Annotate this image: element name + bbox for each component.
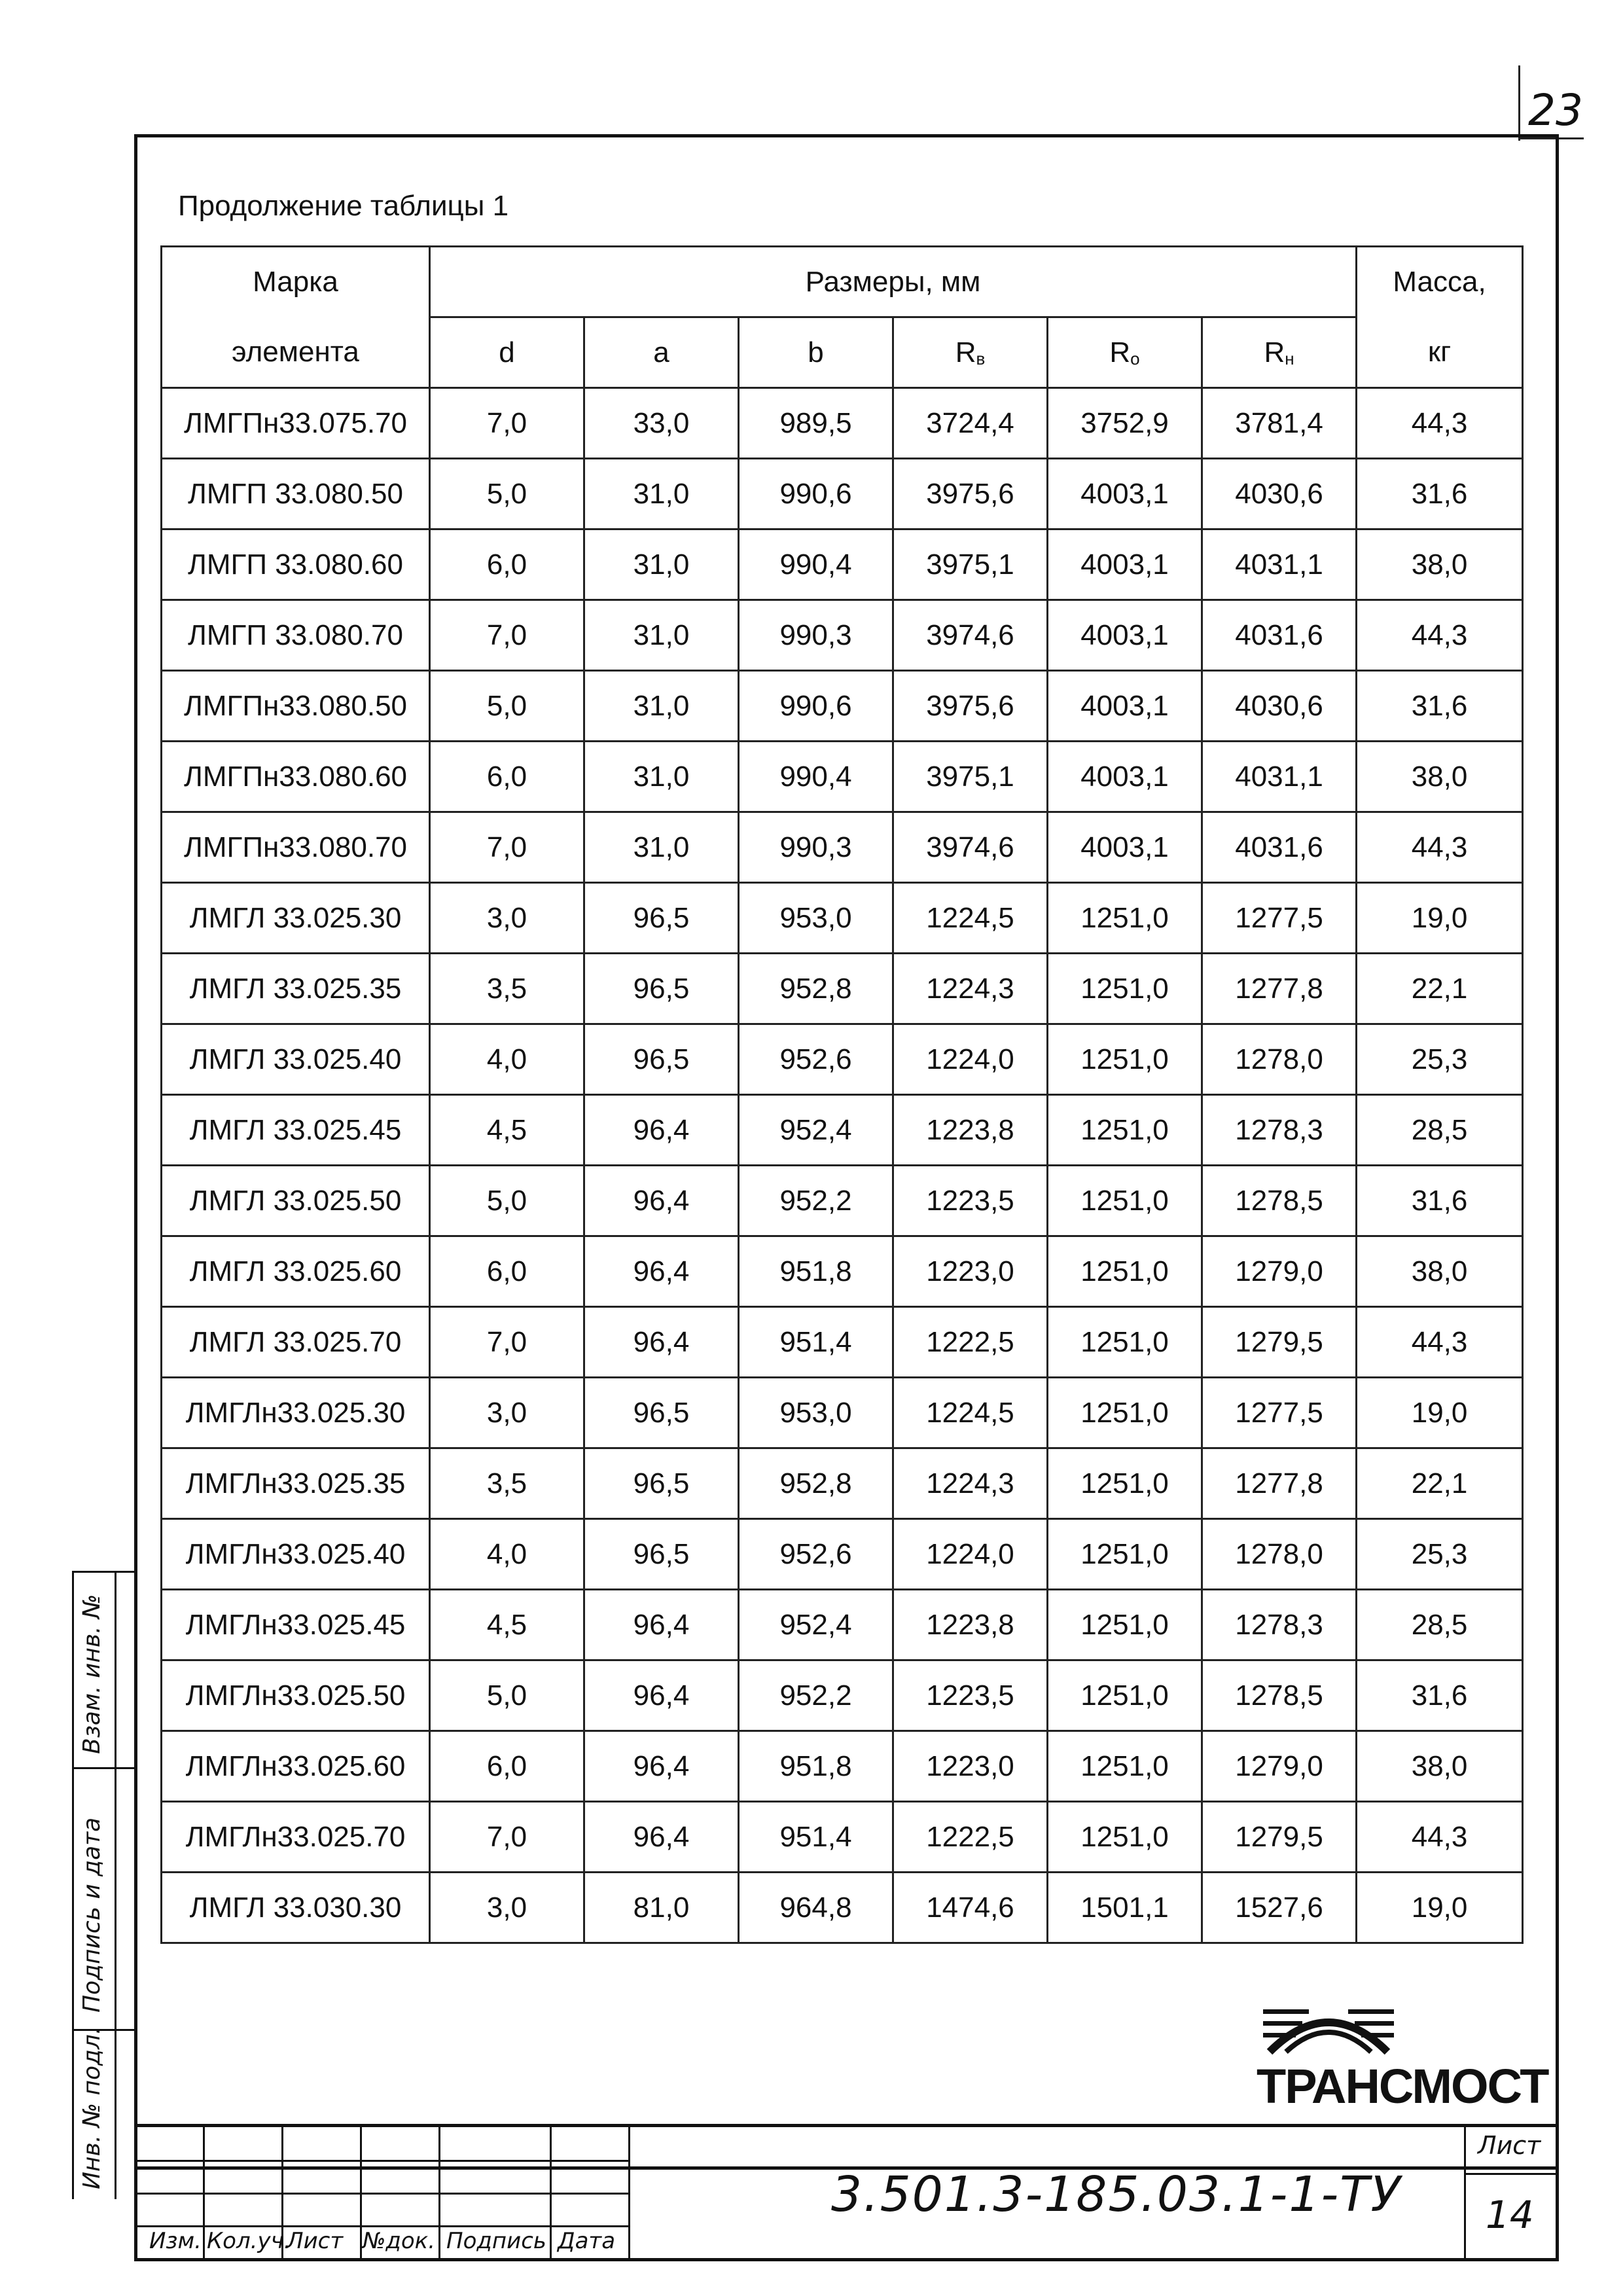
table-cell: 44,3 [1357, 812, 1523, 883]
sheet-label: Лист [1478, 2131, 1541, 2160]
table-cell: 96,4 [584, 1802, 739, 1873]
table-cell: 31,6 [1357, 1660, 1523, 1731]
table-cell: 31,0 [584, 812, 739, 883]
table-cell: 96,5 [584, 1024, 739, 1095]
table-cell: 22,1 [1357, 954, 1523, 1024]
table-cell: 3975,6 [893, 671, 1048, 742]
header-mass-bottom: кг [1357, 317, 1523, 388]
table-cell: 7,0 [430, 812, 584, 883]
table-cell: 952,2 [739, 1166, 893, 1236]
table-cell: 28,5 [1357, 1590, 1523, 1660]
spec-table-body [162, 388, 1523, 1943]
table-cell: 952,4 [739, 1095, 893, 1166]
table-cell: 1278,3 [1202, 1590, 1357, 1660]
element-mark-cell: ЛМГЛ 33.025.70 [162, 1307, 430, 1378]
table-cell: 4030,6 [1202, 459, 1357, 529]
table-cell: 19,0 [1357, 1873, 1523, 1943]
table-cell: 4031,1 [1202, 529, 1357, 600]
table-cell: 96,4 [584, 1660, 739, 1731]
table-cell: 951,8 [739, 1236, 893, 1307]
element-mark-cell: ЛМГЛ 33.025.40 [162, 1024, 430, 1095]
header-row-bottom [162, 317, 1523, 388]
table-cell: 1224,0 [893, 1024, 1048, 1095]
element-mark-cell: ЛМГЛ 33.025.50 [162, 1166, 430, 1236]
table-cell: 952,6 [739, 1024, 893, 1095]
table-cell: 5,0 [430, 1166, 584, 1236]
table-row [162, 1873, 1523, 1943]
stamp-label-sheet: Лист [287, 2228, 344, 2254]
table-cell: 1251,0 [1048, 1590, 1202, 1660]
element-mark-cell: ЛМГП 33.080.50 [162, 459, 430, 529]
stamp-label-change: Изм. [149, 2228, 202, 2254]
table-cell: 96,4 [584, 1731, 739, 1802]
element-mark-cell: ЛМГЛн33.025.35 [162, 1448, 430, 1519]
table-cell: 3,5 [430, 1448, 584, 1519]
table-row [162, 1378, 1523, 1448]
table-cell: 4030,6 [1202, 671, 1357, 742]
table-cell: 990,6 [739, 671, 893, 742]
table-cell: 22,1 [1357, 1448, 1523, 1519]
table-cell: 1222,5 [893, 1307, 1048, 1378]
element-mark-cell: ЛМГЛн33.025.50 [162, 1660, 430, 1731]
table-cell: 1279,0 [1202, 1731, 1357, 1802]
table-cell: 3,5 [430, 954, 584, 1024]
table-cell: 5,0 [430, 1660, 584, 1731]
table-cell: 3752,9 [1048, 388, 1202, 459]
table-cell: 1224,5 [893, 883, 1048, 954]
table-row [162, 1519, 1523, 1590]
table-cell: 989,5 [739, 388, 893, 459]
table-cell: 1251,0 [1048, 883, 1202, 954]
table-cell: 1501,1 [1048, 1873, 1202, 1943]
element-mark-cell: ЛМГПн33.080.50 [162, 671, 430, 742]
table-cell: 44,3 [1357, 600, 1523, 671]
table-cell: 1278,0 [1202, 1519, 1357, 1590]
page-number-divider [1518, 65, 1520, 141]
table-cell: 952,2 [739, 1660, 893, 1731]
table-cell: 1251,0 [1048, 1731, 1202, 1802]
element-mark-cell: ЛМГЛн33.025.40 [162, 1519, 430, 1590]
table-cell: 3724,4 [893, 388, 1048, 459]
table-cell: 1277,5 [1202, 883, 1357, 954]
table-cell: 1251,0 [1048, 1448, 1202, 1519]
table-cell: 38,0 [1357, 529, 1523, 600]
element-mark-cell: ЛМГПн33.075.70 [162, 388, 430, 459]
table-row [162, 1802, 1523, 1873]
table-cell: 4031,1 [1202, 742, 1357, 812]
header-mass-top: Масса, [1357, 247, 1523, 317]
table-cell: 952,8 [739, 1448, 893, 1519]
table-cell: 1278,0 [1202, 1024, 1357, 1095]
table-cell: 4003,1 [1048, 529, 1202, 600]
table-cell: 7,0 [430, 1307, 584, 1378]
element-mark-cell: ЛМГЛ 33.025.45 [162, 1095, 430, 1166]
stamp-label-signature: Подпись [446, 2228, 546, 2254]
table-cell: 1251,0 [1048, 1378, 1202, 1448]
table-cell: 990,6 [739, 459, 893, 529]
table-cell: 1251,0 [1048, 1024, 1202, 1095]
table-cell: 3974,6 [893, 600, 1048, 671]
table-cell: 31,0 [584, 600, 739, 671]
table-row [162, 812, 1523, 883]
table-row [162, 883, 1523, 954]
table-cell: 5,0 [430, 459, 584, 529]
element-mark-cell: ЛМГЛ 33.025.60 [162, 1236, 430, 1307]
header-r-inner: $R_в$ [893, 317, 1048, 388]
table-row [162, 1095, 1523, 1166]
table-cell: 1223,0 [893, 1236, 1048, 1307]
table-cell: 990,3 [739, 600, 893, 671]
table-cell: 31,6 [1357, 1166, 1523, 1236]
signature-date-label: Подпись и дата [79, 1817, 105, 2013]
table-cell: 1527,6 [1202, 1873, 1357, 1943]
table-row [162, 1307, 1523, 1378]
table-cell: 96,5 [584, 1519, 739, 1590]
replaced-inv-no-label: Взам. инв. № [79, 1594, 105, 1754]
table-cell: 952,4 [739, 1590, 893, 1660]
table-row [162, 1236, 1523, 1307]
page-number: 23 [1528, 85, 1583, 135]
table-cell: 31,0 [584, 742, 739, 812]
table-cell: 1251,0 [1048, 1095, 1202, 1166]
table-row [162, 742, 1523, 812]
table-cell: 1279,0 [1202, 1236, 1357, 1307]
table-cell: 38,0 [1357, 742, 1523, 812]
table-cell: 7,0 [430, 600, 584, 671]
table-cell: 1277,8 [1202, 954, 1357, 1024]
table-cell: 1279,5 [1202, 1307, 1357, 1378]
table-cell: 96,5 [584, 883, 739, 954]
table-cell: 96,4 [584, 1236, 739, 1307]
spec-table [160, 245, 1524, 1944]
table-cell: 3,0 [430, 883, 584, 954]
table-cell: 3781,4 [1202, 388, 1357, 459]
table-cell: 5,0 [430, 671, 584, 742]
table-row [162, 529, 1523, 600]
element-mark-cell: ЛМГЛн33.025.45 [162, 1590, 430, 1660]
table-cell: 990,4 [739, 742, 893, 812]
table-cell: 96,4 [584, 1166, 739, 1236]
company-logo [1257, 1990, 1548, 2121]
element-mark-cell: ЛМГЛн33.025.70 [162, 1802, 430, 1873]
table-cell: 1278,5 [1202, 1166, 1357, 1236]
table-cell: 25,3 [1357, 1024, 1523, 1095]
table-cell: 1222,5 [893, 1802, 1048, 1873]
table-cell: 1251,0 [1048, 954, 1202, 1024]
table-row [162, 388, 1523, 459]
table-cell: 3,0 [430, 1378, 584, 1448]
logo-text: ТРАНСМОСТ [1257, 2059, 1548, 2113]
table-cell: 953,0 [739, 1378, 893, 1448]
table-cell: 1278,3 [1202, 1095, 1357, 1166]
table-cell: 1224,3 [893, 954, 1048, 1024]
table-cell: 1223,5 [893, 1166, 1048, 1236]
table-cell: 96,4 [584, 1095, 739, 1166]
table-cell: 4,0 [430, 1519, 584, 1590]
element-mark-cell: ЛМГЛн33.025.60 [162, 1731, 430, 1802]
table-cell: 1251,0 [1048, 1307, 1202, 1378]
sheet-number: 14 [1486, 2193, 1534, 2237]
element-mark-cell: ЛМГЛ 33.030.30 [162, 1873, 430, 1943]
table-cell: 96,4 [584, 1590, 739, 1660]
table-cell: 31,0 [584, 529, 739, 600]
table-cell: 96,5 [584, 954, 739, 1024]
table-cell: 1251,0 [1048, 1660, 1202, 1731]
header-b: b [739, 317, 893, 388]
table-cell: 4,0 [430, 1024, 584, 1095]
table-cell: 1251,0 [1048, 1236, 1202, 1307]
table-row [162, 1448, 1523, 1519]
element-mark-cell: ЛМГЛ 33.025.35 [162, 954, 430, 1024]
table-cell: 4003,1 [1048, 742, 1202, 812]
table-row [162, 1166, 1523, 1236]
table-cell: 3975,1 [893, 742, 1048, 812]
table-cell: 3975,1 [893, 529, 1048, 600]
table-cell: 28,5 [1357, 1095, 1523, 1166]
table-cell: 1474,6 [893, 1873, 1048, 1943]
table-row [162, 1660, 1523, 1731]
header-a: a [584, 317, 739, 388]
element-mark-cell: ЛМГПн33.080.60 [162, 742, 430, 812]
table-cell: 3,0 [430, 1873, 584, 1943]
table-cell: 1223,8 [893, 1095, 1048, 1166]
table-cell: 951,4 [739, 1307, 893, 1378]
table-cell: 38,0 [1357, 1731, 1523, 1802]
table-row [162, 1731, 1523, 1802]
table-cell: 1223,0 [893, 1731, 1048, 1802]
table-cell: 1251,0 [1048, 1802, 1202, 1873]
table-cell: 4,5 [430, 1590, 584, 1660]
sheet-box [1464, 2127, 1556, 2258]
table-row [162, 1024, 1523, 1095]
table-cell: 990,3 [739, 812, 893, 883]
table-cell: 964,8 [739, 1873, 893, 1943]
table-cell: 1279,5 [1202, 1802, 1357, 1873]
table-cell: 96,5 [584, 1378, 739, 1448]
table-cell: 44,3 [1357, 1307, 1523, 1378]
header-r-axis: $R_о$ [1048, 317, 1202, 388]
header-row-top [162, 247, 1523, 317]
table-cell: 3975,6 [893, 459, 1048, 529]
table-cell: 7,0 [430, 388, 584, 459]
table-cell: 1224,0 [893, 1519, 1048, 1590]
table-cell: 6,0 [430, 529, 584, 600]
table-cell: 4,5 [430, 1095, 584, 1166]
header-mark-bottom: элемента [162, 317, 430, 388]
table-row [162, 954, 1523, 1024]
table-cell: 4031,6 [1202, 812, 1357, 883]
table-cell: 96,4 [584, 1307, 739, 1378]
table-cell: 31,0 [584, 671, 739, 742]
table-row [162, 600, 1523, 671]
table-cell: 951,4 [739, 1802, 893, 1873]
document-code: 3.501.3-185.03.1-1-ТУ [831, 2166, 1402, 2223]
header-mark-top: Марка [162, 247, 430, 317]
table-cell: 1223,5 [893, 1660, 1048, 1731]
table-cell: 1224,3 [893, 1448, 1048, 1519]
table-cell: 951,8 [739, 1731, 893, 1802]
table-cell: 4003,1 [1048, 812, 1202, 883]
table-cell: 7,0 [430, 1802, 584, 1873]
table-cell: 6,0 [430, 1731, 584, 1802]
inv-no-original-label: Инв. № подл. [79, 2026, 105, 2189]
table-cell: 96,5 [584, 1448, 739, 1519]
table-cell: 44,3 [1357, 388, 1523, 459]
table-cell: 6,0 [430, 742, 584, 812]
title-block [134, 2124, 1559, 2261]
table-cell: 1224,5 [893, 1378, 1048, 1448]
table-cell: 4031,6 [1202, 600, 1357, 671]
element-mark-cell: ЛМГП 33.080.60 [162, 529, 430, 600]
stamp-label-date: Дата [558, 2228, 616, 2254]
table-cell: 25,3 [1357, 1519, 1523, 1590]
table-cell: 1251,0 [1048, 1166, 1202, 1236]
table-cell: 1278,5 [1202, 1660, 1357, 1731]
table-cell: 1223,8 [893, 1590, 1048, 1660]
table-cell: 4003,1 [1048, 671, 1202, 742]
table-cell: 952,8 [739, 954, 893, 1024]
stamp-label-doc-no: №док. [363, 2228, 436, 2254]
element-mark-cell: ЛМГП 33.080.70 [162, 600, 430, 671]
header-d: d [430, 317, 584, 388]
element-mark-cell: ЛМГПн33.080.70 [162, 812, 430, 883]
table-cell: 3974,6 [893, 812, 1048, 883]
table-cell: 1251,0 [1048, 1519, 1202, 1590]
table-cell: 31,0 [584, 459, 739, 529]
table-row [162, 671, 1523, 742]
table-cell: 19,0 [1357, 883, 1523, 954]
table-cell: 953,0 [739, 883, 893, 954]
table-cell: 6,0 [430, 1236, 584, 1307]
bridge-arch-logo-icon [1257, 1990, 1400, 2062]
table-cell: 4003,1 [1048, 600, 1202, 671]
table-cell: 990,4 [739, 529, 893, 600]
table-cell: 31,6 [1357, 671, 1523, 742]
table-cell: 44,3 [1357, 1802, 1523, 1873]
table-cell: 81,0 [584, 1873, 739, 1943]
table-cell: 33,0 [584, 388, 739, 459]
table-cell: 1277,8 [1202, 1448, 1357, 1519]
table-row [162, 459, 1523, 529]
table-cell: 1277,5 [1202, 1378, 1357, 1448]
table-cell: 19,0 [1357, 1378, 1523, 1448]
table-cell: 38,0 [1357, 1236, 1523, 1307]
table-row [162, 1590, 1523, 1660]
table-cell: 31,6 [1357, 459, 1523, 529]
header-dimensions: Размеры, мм [430, 247, 1357, 317]
element-mark-cell: ЛМГЛ 33.025.30 [162, 883, 430, 954]
stamp-label-count: Кол.уч. [207, 2228, 291, 2254]
element-mark-cell: ЛМГЛн33.025.30 [162, 1378, 430, 1448]
table-cell: 952,6 [739, 1519, 893, 1590]
table-caption: Продолжение таблицы 1 [178, 190, 509, 222]
header-r-outer: $R_н$ [1202, 317, 1357, 388]
table-cell: 4003,1 [1048, 459, 1202, 529]
